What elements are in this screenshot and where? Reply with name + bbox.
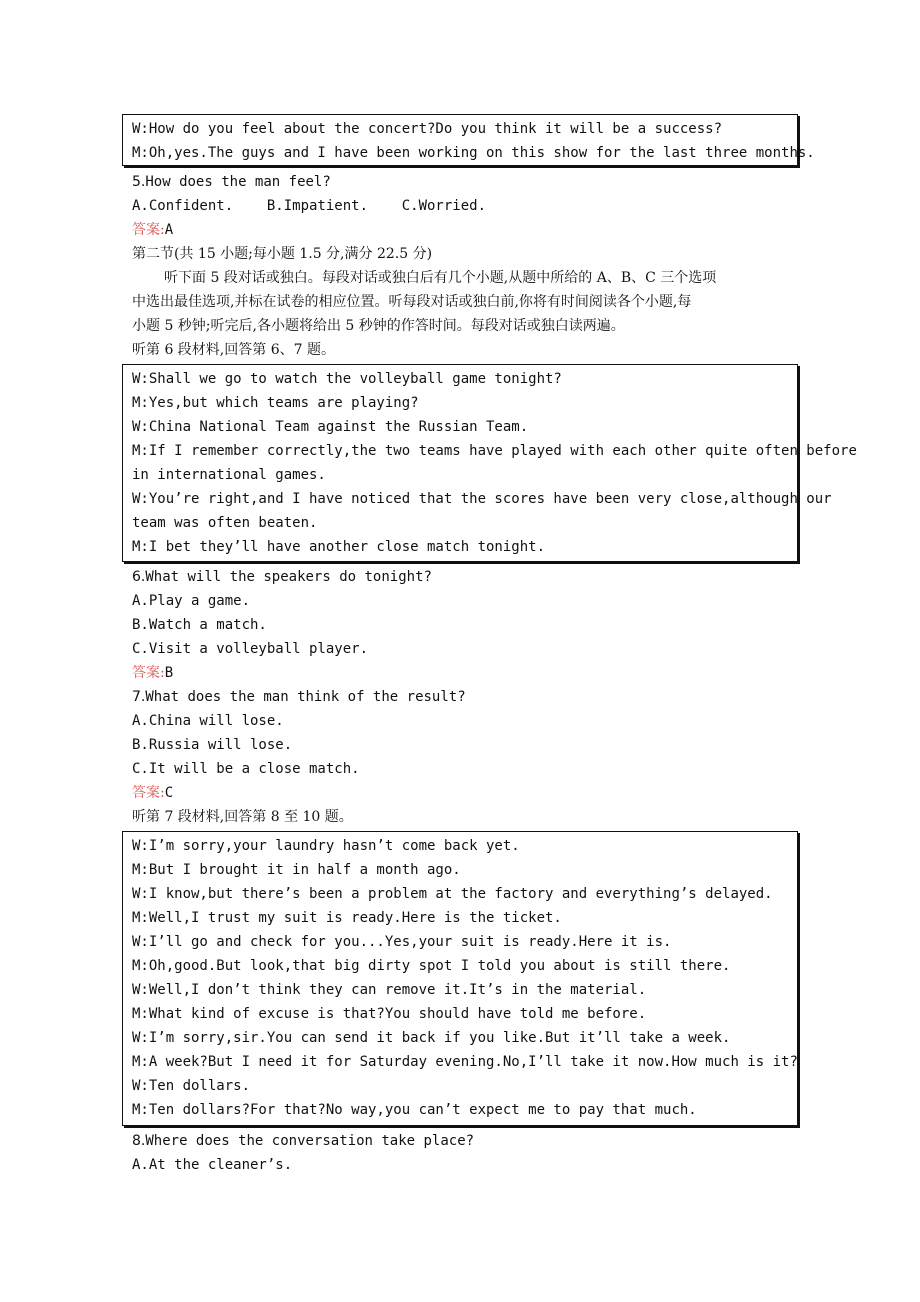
dialog-line: in international games. [132, 467, 326, 483]
question-5-options: A.Confident. B.Impatient. C.Worried. [132, 198, 487, 214]
dialog-line: M:What kind of excuse is that?You should have told me before. [132, 1006, 647, 1022]
question-7 [132, 685, 466, 709]
answer-label: 答案: [132, 665, 165, 681]
dialog-line: M:Oh,yes.The guys and I have been working on this show for the last three months. [132, 145, 815, 161]
dialog-line: W:I know,but there’s been a problem at the factory and everything’s delayed. [132, 886, 773, 902]
option-a: A.Play a game. [132, 593, 251, 609]
question-number: 7. [132, 689, 146, 705]
dialog-line: M:Oh,good.But look,that big dirty spot I told you about is still there. [132, 958, 731, 974]
question-text: What does the man think of the result? [145, 689, 466, 705]
answer-label: 答案: [132, 785, 165, 801]
answer-label: 答案: [132, 222, 165, 238]
dialog-line: M:If I remember correctly,the two teams have played with each other quite often before [132, 443, 857, 459]
answer-7 [132, 781, 173, 805]
section-instructions: 听下面 5 段对话或独白。每段对话或独白后有几个小题,从题中所给的 A、B、C 三个选项 [164, 270, 717, 286]
material-7-heading: 听第 7 段材料,回答第 8 至 10 题。 [132, 809, 353, 825]
dialog-line: team was often beaten. [132, 515, 318, 531]
dialog-line: M:A week?But I need it for Saturday evening.No,I’ll take it now.How much is it? [132, 1054, 798, 1070]
dialog-line: W:You’re right,and I have noticed that the scores have been very close,although our [132, 491, 832, 507]
dialog-line: M:Yes,but which teams are playing? [132, 395, 419, 411]
dialog-line: W:Well,I don’t think they can remove it.It’s in the material. [132, 982, 647, 998]
question-8 [132, 1129, 474, 1153]
question-6 [132, 565, 432, 589]
dialog-box-material-7 [122, 831, 798, 1126]
question-number: 6. [132, 569, 146, 585]
dialog-line: W:Shall we go to watch the volleyball game tonight? [132, 371, 562, 387]
material-6-heading: 听第 6 段材料,回答第 6、7 题。 [132, 342, 335, 358]
dialog-line: M:But I brought it in half a month ago. [132, 862, 461, 878]
question-text: What will the speakers do tonight? [145, 569, 432, 585]
option-b: B.Watch a match. [132, 617, 267, 633]
option-c: C.Visit a volleyball player. [132, 641, 369, 657]
question-number: 5. [132, 174, 146, 190]
question-text: How does the man feel? [145, 174, 331, 190]
option-a: A.At the cleaner’s. [132, 1157, 293, 1173]
dialog-line: W:I’m sorry,sir.You can send it back if you like.But it’ll take a week. [132, 1030, 731, 1046]
section-title: 第二节(共 15 小题;每小题 1.5 分,满分 22.5 分) [132, 246, 433, 262]
answer-value: A [164, 222, 174, 238]
question-text: Where does the conversation take place? [145, 1133, 475, 1149]
answer-value: C [164, 785, 174, 801]
question-number: 8. [132, 1133, 146, 1149]
dialog-line: M:Ten dollars?For that?No way,you can’t expect me to pay that much. [132, 1102, 697, 1118]
dialog-line: W:I’ll go and check for you...Yes,your suit is ready.Here it is. [132, 934, 672, 950]
section-instructions: 小题 5 秒钟;听完后,各小题将给出 5 秒钟的作答时间。每段对话或独白读两遍。 [132, 318, 625, 334]
option-a: A.China will lose. [132, 713, 284, 729]
answer-6 [132, 661, 173, 685]
answer-value: B [164, 665, 174, 681]
dialog-line: W:Ten dollars. [132, 1078, 251, 1094]
option-c: C.It will be a close match. [132, 761, 360, 777]
section-instructions: 中选出最佳选项,并标在试卷的相应位置。听每段对话或独白前,你将有时间阅读各个小题,每 [132, 294, 692, 310]
option-b: B.Russia will lose. [132, 737, 293, 753]
answer-5 [132, 218, 173, 242]
dialog-box-top [122, 114, 815, 166]
dialog-line: M:I bet they’ll have another close match tonight. [132, 539, 546, 555]
dialog-box-material-6 [122, 364, 857, 562]
dialog-line: W:How do you feel about the concert?Do you think it will be a success? [132, 121, 723, 137]
question-5 [132, 170, 331, 194]
dialog-line: M:Well,I trust my suit is ready.Here is the ticket. [132, 910, 562, 926]
dialog-line: W:I’m sorry,your laundry hasn’t come back yet. [132, 838, 520, 854]
dialog-line: W:China National Team against the Russian Team. [132, 419, 529, 435]
